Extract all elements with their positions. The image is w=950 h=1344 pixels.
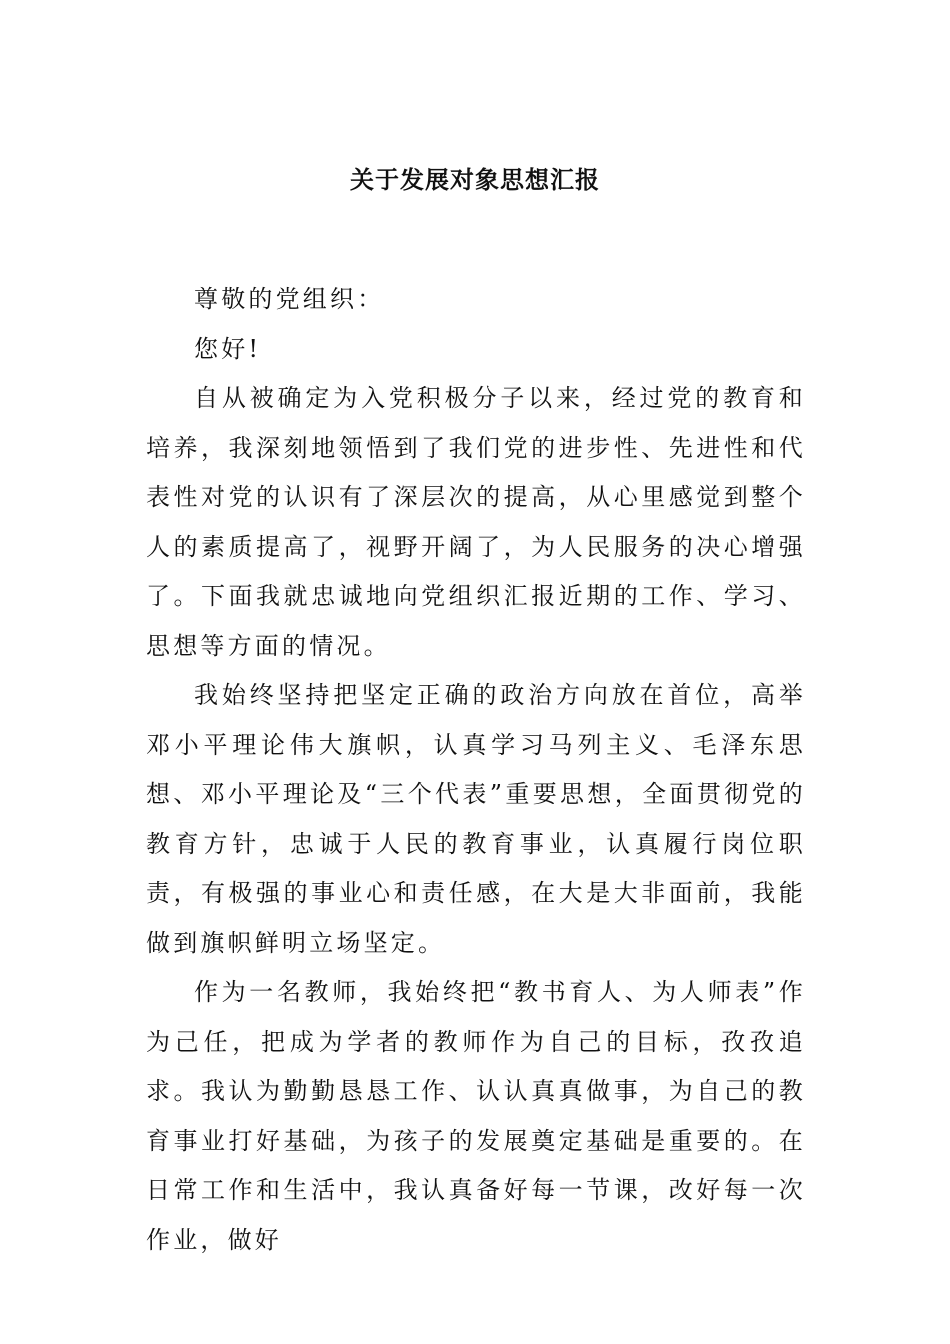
paragraph-1: 自从被确定为入党积极分子以来，经过党的教育和培养，我深刻地领悟到了我们党的进步性、先进性和代表性对党的认识有了深层次的提高，从心里感觉到整个人的素质提高了，视野开阔了，为人民服务的决心增强了。下面我就忠诚地向党组织汇报近期的工作、学习、思想等方面的情况。	[146, 384, 806, 660]
paragraph-3: 作为一名教师，我始终把“教书育人、为人师表”作为己任，把成为学者的教师作为自己的目标，孜孜追求。我认为勤勤恳恳工作、认认真真做事，为自己的教育事业打好基础，为孩子的发展奠定基础是重要的。在日常工作和生活中，我认真备好每一节课，改好每一次作业，做好	[146, 978, 806, 1254]
document-title: 关于发展对象思想汇报	[350, 165, 600, 194]
greeting: 您好!	[194, 334, 262, 363]
salutation: 尊敬的党组织：	[194, 285, 385, 313]
paragraph-2: 我始终坚持把坚定正确的政治方向放在首位，高举邓小平理论伟大旗帜，认真学习马列主义、毛泽东思想、邓小平理论及“三个代表”重要思想，全面贯彻党的教育方针，忠诚于人民的教育事业，认真履行岗位职责，有极强的事业心和责任感，在大是大非面前，我能做到旗帜鲜明立场坚定。	[146, 681, 806, 957]
document-body	[146, 275, 806, 1265]
